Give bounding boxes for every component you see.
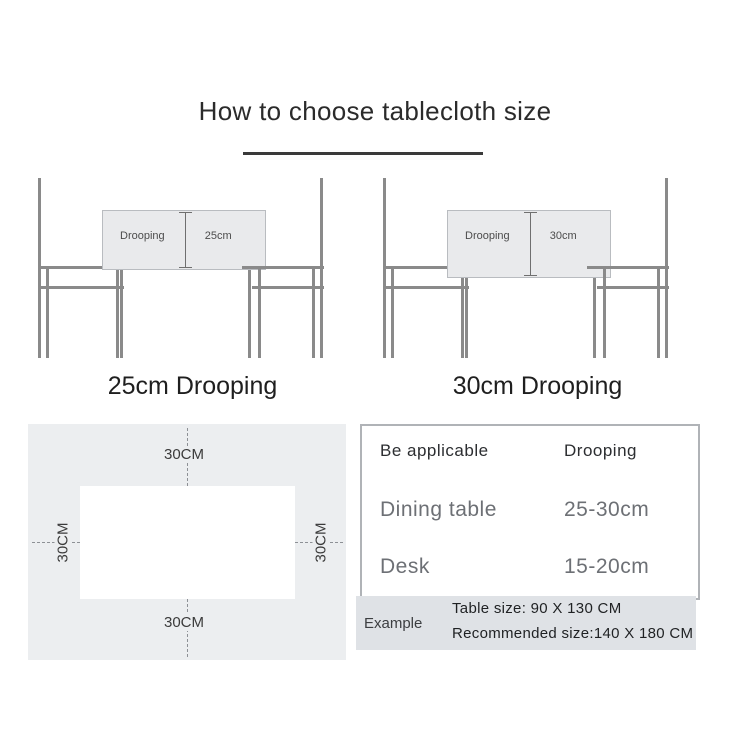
applicability-table bbox=[360, 424, 700, 600]
row-value-desk: 15-20cm bbox=[564, 555, 650, 578]
drooping-dimension-tick-top bbox=[179, 212, 192, 213]
chair-leg-left-back bbox=[465, 266, 468, 358]
chair-leg-right-front bbox=[657, 266, 660, 358]
overhang-left-label: 30CM bbox=[55, 512, 72, 574]
chair-leg-right-back bbox=[603, 266, 606, 358]
drooping-value: 30cm bbox=[549, 230, 577, 242]
chair-rail-left bbox=[383, 286, 469, 289]
chair-leg-left-back bbox=[120, 266, 123, 358]
chair-leg-right-front bbox=[312, 266, 315, 358]
overhang-top-label: 30CM bbox=[161, 446, 207, 463]
drooping-label bbox=[465, 230, 577, 242]
illustration-25cm bbox=[20, 168, 365, 368]
drooping-dimension-line bbox=[185, 212, 186, 268]
table-header-row bbox=[362, 426, 698, 483]
chair-rail-left bbox=[38, 286, 124, 289]
example-block bbox=[356, 596, 696, 650]
chair-rail-right bbox=[252, 286, 324, 289]
illustration-30cm bbox=[365, 168, 710, 368]
row-label-dining-table: Dining table bbox=[380, 498, 497, 521]
drooping-text: Drooping bbox=[120, 230, 165, 242]
drooping-dimension-line bbox=[530, 212, 531, 276]
example-label: Example bbox=[364, 615, 423, 632]
drooping-dimension-tick-bottom bbox=[524, 275, 537, 276]
drooping-dimension-tick-top bbox=[524, 212, 537, 213]
row-label-desk: Desk bbox=[380, 555, 430, 578]
example-recommended-size: Recommended size:140 X 180 CM bbox=[452, 625, 694, 642]
header-applicable: Be applicable bbox=[380, 441, 489, 460]
example-table-size: Table size: 90 X 130 CM bbox=[452, 600, 622, 617]
chair-leg-left-front bbox=[391, 266, 394, 358]
table-row bbox=[362, 540, 698, 597]
chair-leg-left-front bbox=[46, 266, 49, 358]
row-value-dining-table: 25-30cm bbox=[564, 498, 650, 521]
overhang-bottom-label: 30CM bbox=[161, 614, 207, 631]
table-row bbox=[362, 483, 698, 540]
table-top-area bbox=[80, 486, 295, 599]
title-divider bbox=[243, 152, 483, 155]
drooping-value: 25cm bbox=[204, 230, 232, 242]
drooping-label bbox=[120, 230, 232, 242]
caption-25cm: 25cm Drooping bbox=[107, 372, 278, 400]
chair-leg-right-back bbox=[258, 266, 261, 358]
cloth-overhang-diagram bbox=[28, 424, 346, 660]
overhang-right-label: 30CM bbox=[313, 512, 330, 574]
chair-rail-right bbox=[597, 286, 669, 289]
caption-30cm: 30cm Drooping bbox=[452, 372, 623, 400]
header-drooping: Drooping bbox=[564, 441, 637, 460]
drooping-text: Drooping bbox=[465, 230, 510, 242]
drooping-dimension-tick-bottom bbox=[179, 267, 192, 268]
page-title: How to choose tablecloth size bbox=[198, 96, 552, 126]
